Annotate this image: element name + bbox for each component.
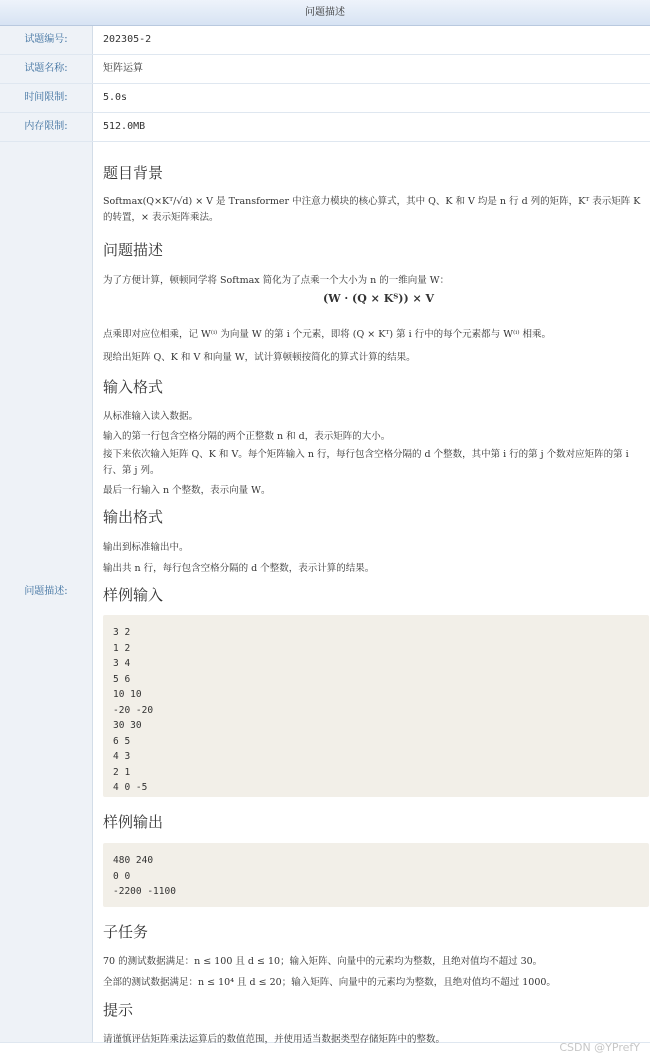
sample-output-block[interactable]	[103, 843, 649, 907]
input-text-1: 从标准输入读入数据。	[103, 411, 199, 422]
label-description: 问题描述:	[0, 142, 93, 1042]
value-problem-name: 矩阵运算	[103, 63, 143, 74]
output-text-1: 输出到标准输出中。	[103, 542, 189, 553]
heading-subtasks: 子任务	[103, 923, 149, 941]
output-text-2: 输出共 n 行，每行包含空格分隔的 d 个整数，表示计算的结果。	[103, 563, 375, 574]
sample-input-code: 3 2 1 2 3 4 5 6 10 10 -20 -20 30 30 6 5 4 3 2 1 4 0 -5	[113, 627, 154, 793]
value-memory-limit: 512.0MB	[103, 121, 146, 132]
input-text-3: 接下来依次输入矩阵 Q、K 和 V。每个矩阵输入 n 行，每行包含空格分隔的 d 个整数，其中第 i 行的第 j 个数对应矩阵的第 i 行、第 j 列。	[103, 449, 629, 476]
subtask-text-2: 全部的测试数据满足：n ≤ 10⁴ 且 d ≤ 20；输入矩阵、向量中的元素均为整数，且绝对值均不超过 1000。	[103, 977, 556, 988]
label-problem-id: 试题编号:	[0, 26, 93, 54]
info-row-id	[0, 26, 650, 55]
info-row-time	[0, 84, 650, 113]
info-row-name	[0, 55, 650, 84]
heading-output-format: 输出格式	[103, 508, 164, 526]
subtask-text-1: 70 的测试数据满足：n ≤ 100 且 d ≤ 10；输入矩阵、向量中的元素均为整数，且绝对值均不超过 30。	[103, 956, 543, 967]
input-text-4: 最后一行输入 n 个整数，表示向量 W。	[103, 485, 271, 496]
heading-sample-input: 样例输入	[103, 586, 164, 604]
description-content	[93, 142, 650, 1045]
problem-formula: (W · (Q × Kᵀ)) × V	[323, 292, 435, 305]
description-row	[0, 142, 650, 1043]
value-problem-id: 202305-2	[103, 34, 152, 45]
heading-background: 题目背景	[103, 164, 164, 182]
problem-text-2: 点乘即对应位相乘，记 W⁽ⁱ⁾ 为向量 W 的第 i 个元素，即将 (Q × Kᵀ) 第 i 行中的每个元素都与 W⁽ⁱ⁾ 相乘。	[103, 329, 552, 340]
hint-text: 请谨慎评估矩阵乘法运算后的数值范围，并使用适当数据类型存储矩阵中的整数。	[103, 1034, 446, 1045]
background-text: Softmax(Q×Kᵀ/√d) × V 是 Transformer 中注意力模块的核心算式，其中 Q、K 和 V 均是 n 行 d 列的矩阵，Kᵀ 表示矩阵 K 的转置，× 表示矩阵乘法。	[103, 196, 641, 223]
problem-text-3: 现给出矩阵 Q、K 和 V 和向量 W，试计算顿顿按简化的算式计算的结果。	[103, 352, 416, 363]
info-row-memory	[0, 113, 650, 142]
sample-output-code: 480 240 0 0 -2200 -1100	[113, 855, 176, 897]
label-memory-limit: 内存限制:	[0, 113, 93, 141]
problem-text-1: 为了方便计算，顿顿同学将 Softmax 简化为了点乘一个大小为 n 的一维向量 W：	[103, 275, 450, 286]
panel-title: 问题描述	[0, 0, 650, 26]
heading-hint: 提示	[103, 1001, 134, 1019]
heading-input-format: 输入格式	[103, 378, 164, 396]
csdn-watermark: CSDN @YPrefY	[559, 1041, 640, 1054]
value-time-limit: 5.0s	[103, 92, 128, 103]
sample-input-block[interactable]	[103, 615, 649, 797]
label-time-limit: 时间限制:	[0, 84, 93, 112]
heading-problem: 问题描述	[103, 241, 164, 259]
input-text-2: 输入的第一行包含空格分隔的两个正整数 n 和 d，表示矩阵的大小。	[103, 431, 391, 442]
heading-sample-output: 样例输出	[103, 813, 164, 831]
label-problem-name: 试题名称:	[0, 55, 93, 83]
